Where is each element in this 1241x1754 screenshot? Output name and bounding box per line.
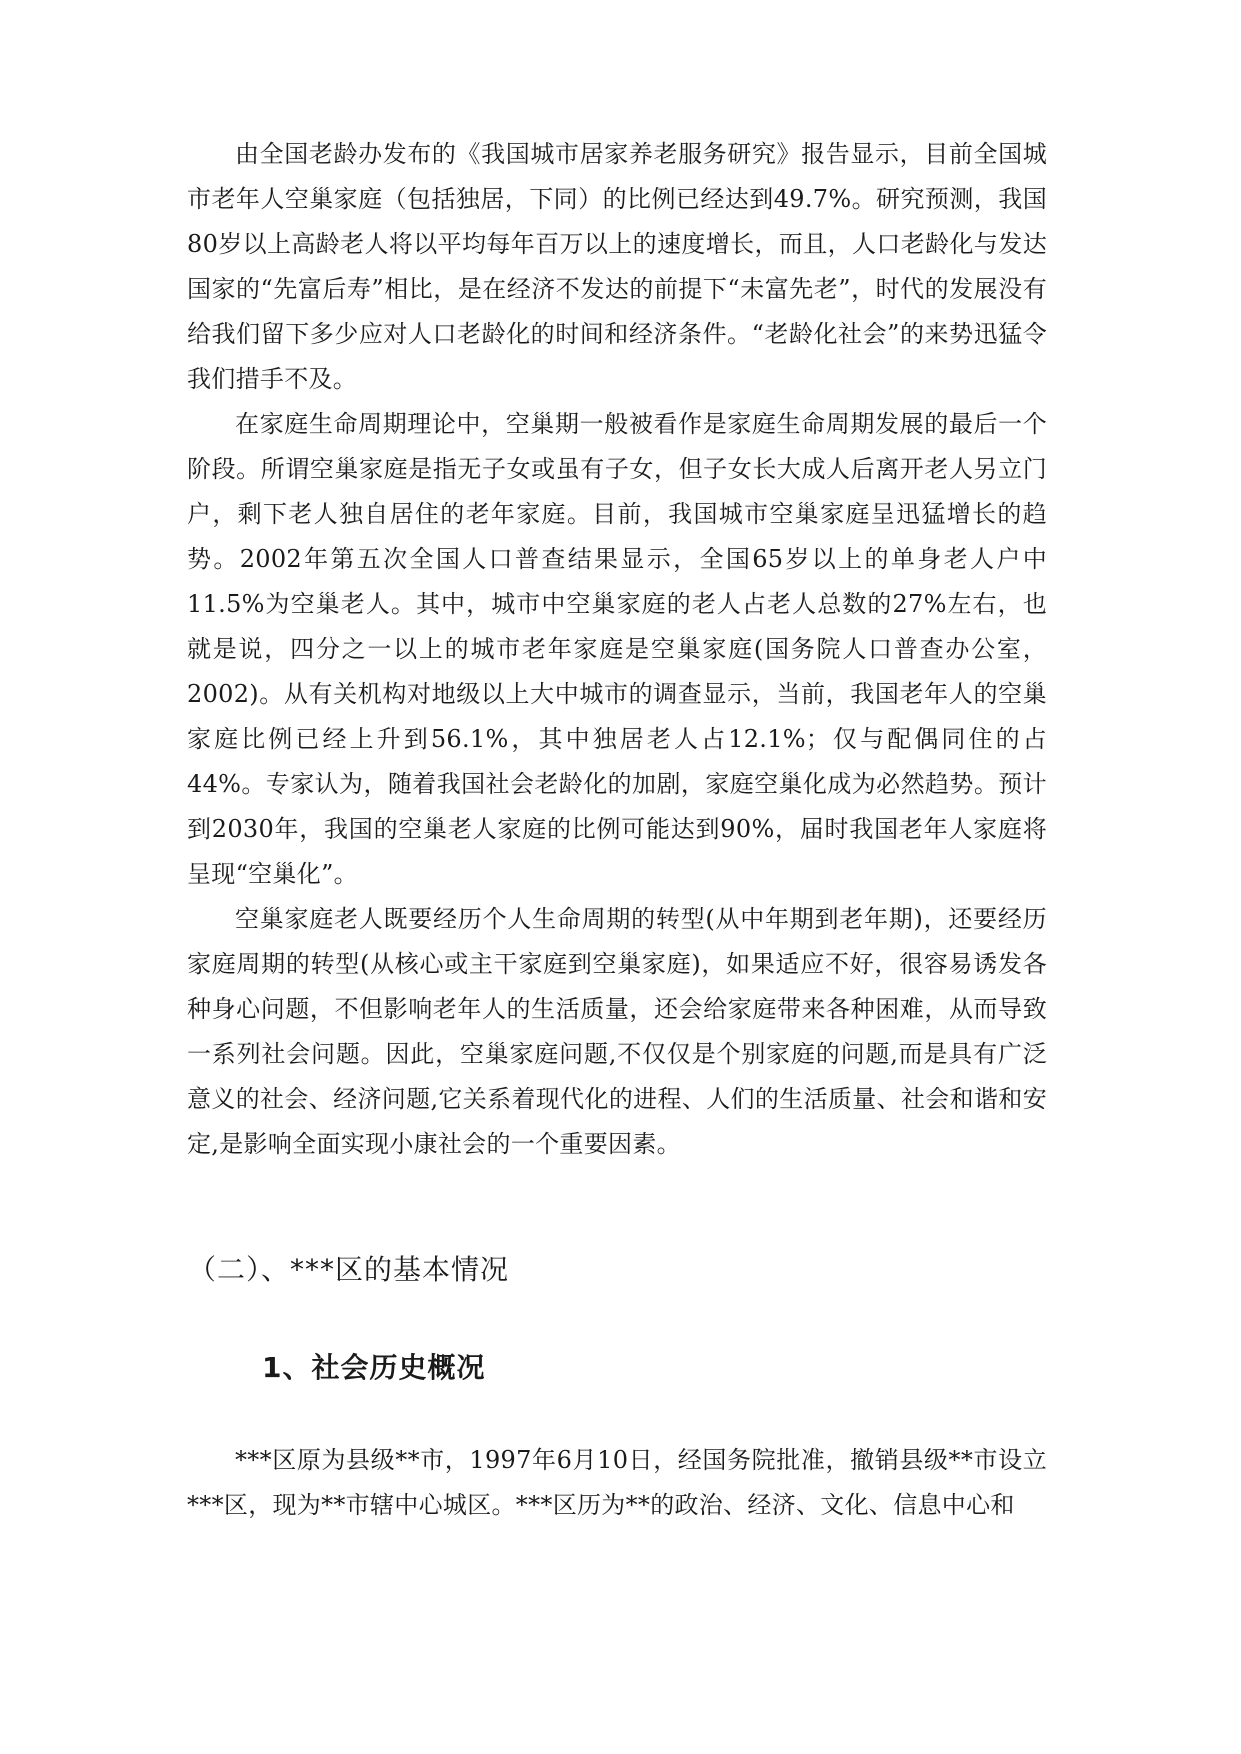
subsection-heading: 1、社会历史概况: [262, 1351, 486, 1384]
intro-text-block: [187, 132, 1047, 1167]
section-heading: （二）、***区的基本情况: [188, 1253, 510, 1286]
paragraph-transition-problems: 空巢家庭老人既要经历个人生命周期的转型(从中年期到老年期)，还要经历家庭周期的转型(从核心或主干家庭到空巢家庭)，如果适应不好，很容易诱发各种身心问题，不但影响老年人的生活质量，还会给家庭带来各种困难，从而导致一系列社会问题。因此，空巢家庭问题,不仅仅是个别家庭的问题,而是具有广泛意义的社会、经济问题,它关系着现代化的进程、人们的生活质量、社会和谐和安定,是影响全面实现小康社会的一个重要因素。: [187, 905, 1047, 1158]
history-text-block: [187, 1438, 1047, 1528]
paragraph-empty-nest-ratio: 由全国老龄办发布的《我国城市居家养老服务研究》报告显示，目前全国城市老年人空巢家庭（包括独居，下同）的比例已经达到49.7%。研究预测，我国80岁以上高龄老人将以平均每年百万以上的速度增长，而且，人口老龄化与发达国家的“先富后寿”相比，是在经济不发达的前提下“未富先老”，时代的发展没有给我们留下多少应对人口老龄化的时间和经济条件。“老龄化社会”的来势迅猛令我们措手不及。: [187, 140, 1047, 393]
paragraph-district-history: ***区原为县级**市，1997年6月10日，经国务院批准，撤销县级**市设立***区，现为**市辖中心城区。***区历为**的政治、经济、文化、信息中心和: [187, 1446, 1047, 1519]
paragraph-family-life-cycle: 在家庭生命周期理论中，空巢期一般被看作是家庭生命周期发展的最后一个阶段。所谓空巢家庭是指无子女或虽有子女，但子女长大成人后离开老人另立门户，剩下老人独自居住的老年家庭。目前，我国城市空巢家庭呈迅猛增长的趋势。2002年第五次全国人口普查结果显示，全国65岁以上的单身老人户中11.5%为空巢老人。其中，城市中空巢家庭的老人占老人总数的27%左右，也就是说，四分之一以上的城市老年家庭是空巢家庭(国务院人口普查办公室，2002)。从有关机构对地级以上大中城市的调查显示，当前，我国老年人的空巢家庭比例已经上升到56.1%，其中独居老人占12.1%；仅与配偶同住的占44%。专家认为，随着我国社会老龄化的加剧，家庭空巢化成为必然趋势。预计到2030年，我国的空巢老人家庭的比例可能达到90%，届时我国老年人家庭将呈现“空巢化”。: [187, 410, 1047, 888]
